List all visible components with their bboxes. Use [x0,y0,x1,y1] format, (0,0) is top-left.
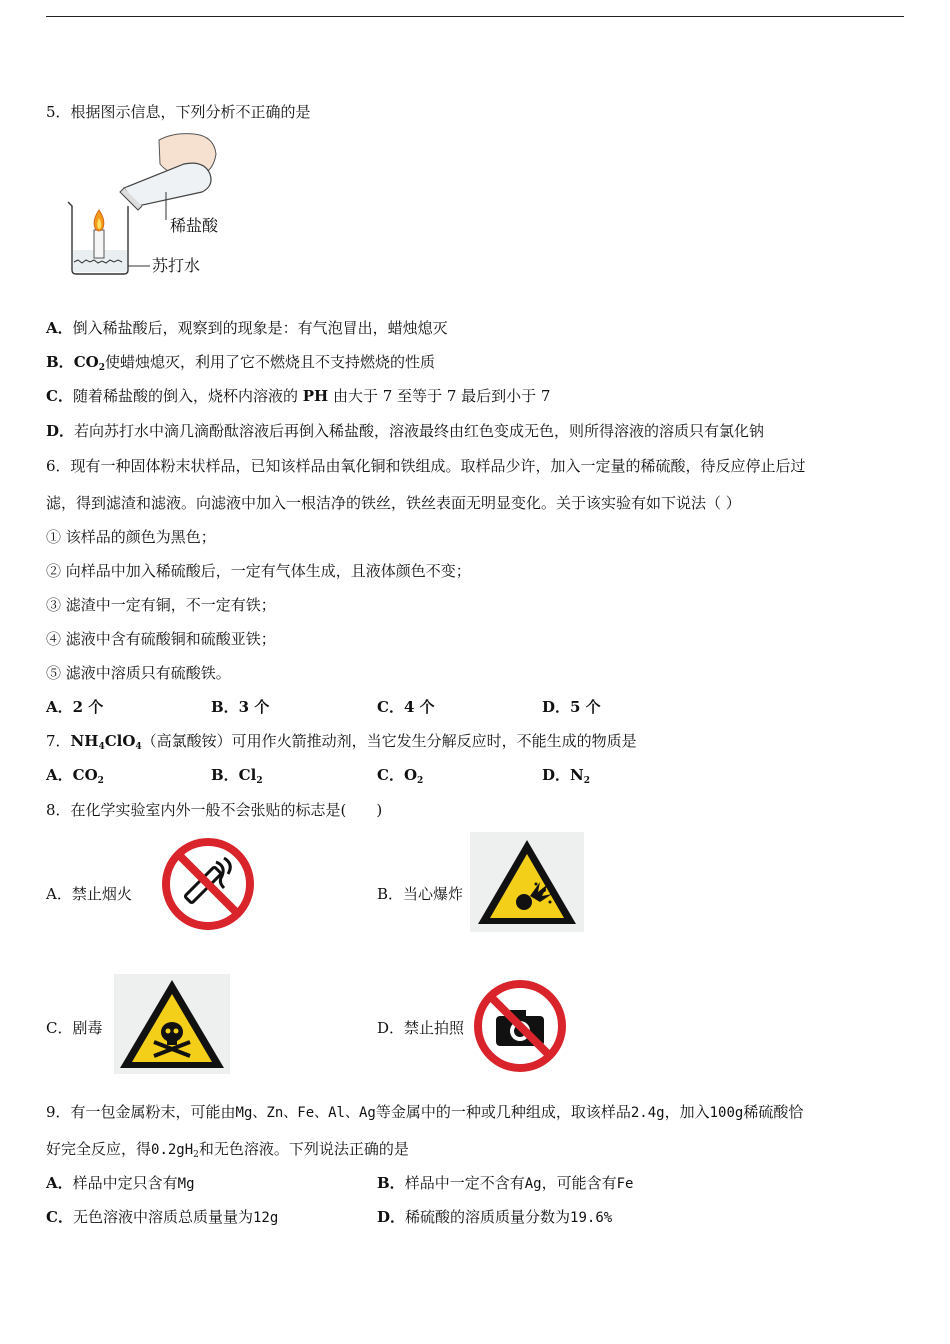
no-photo-sign-icon [472,978,568,1074]
label-soda: 苏打水 [152,256,201,275]
q5-option-c: C．随着稀盐酸的倒入，烧杯内溶液的 PH 由大于 7 至等于 7 最后到小于 7 [46,387,551,405]
header-rule [46,16,904,17]
q6-statement-5: ⑤ 滤液中溶质只有硫酸铁。 [46,664,231,682]
q7-option-d: D．$N_2$ [542,766,590,786]
q6-option-b: B．3 个 [211,698,270,716]
q6-stem-line1: 6．现有一种固体粉末状样品，已知该样品由氧化铜和铁组成。取样品少许，加入一定量的稀硫酸，待反应停止后过 [46,457,806,475]
toxic-warning-sign-icon [114,974,230,1074]
q8-option-c: C．剧毒 [46,1019,103,1037]
q6-option-d: D．5 个 [542,698,601,716]
q9-stem-line2: 好完全反应，得$0.2gH_2$和无色溶液。下列说法正确的是 [46,1140,409,1160]
q7-option-a: A．$CO_2$ [46,766,104,786]
candle-icon [94,230,104,258]
q6-statement-3: ③ 滤渣中一定有铜，不一定有铁； [46,596,276,614]
q9-option-c: C．无色溶液中溶质总质量量为12g [46,1208,279,1226]
q5-option-b: B．$CO_2$使蜡烛熄灭，利用了它不燃烧且不支持燃烧的性质 [46,353,435,373]
q6-option-a: A．2 个 [46,698,104,716]
q8-stem: 8．在化学实验室内外一般不会张贴的标志是( ) [46,801,383,819]
q5-option-a: A．倒入稀盐酸后，观察到的现象是：有气泡冒出，蜡烛熄灭 [46,319,448,337]
q9-option-d: D．稀硫酸的溶质质量分数为19.6% [377,1208,613,1226]
q9-stem-line1: 9．有一包金属粉末，可能由Mg、Zn、Fe、Al、Ag等金属中的一种或几种组成，取该样品2.4g，加入100g稀硫酸恰 [46,1103,804,1121]
q8-option-b: B．当心爆炸 [377,885,464,903]
no-fire-sign-icon [160,836,256,932]
q6-stem-line2: 滤，得到滤渣和滤液。向滤液中加入一根洁净的铁丝，铁丝表面无明显变化。关于该实验有如下说法（ ） [46,494,741,512]
q8-option-d: D．禁止拍照 [377,1019,465,1037]
q8-option-a: A．禁止烟火 [46,885,132,903]
q7-option-b: B．$Cl_2$ [211,766,263,786]
label-acid: 稀盐酸 [170,216,219,235]
q6-statement-2: ② 向样品中加入稀硫酸后，一定有气体生成，且液体颜色不变； [46,562,471,580]
q7-option-c: C．$O_2$ [377,766,424,786]
q6-statement-1: ① 该样品的颜色为黑色； [46,528,216,546]
q7-stem: 7．$NH_4ClO_4$（高氯酸铵）可用作火箭推动剂，当它发生分解反应时，不能生成的物质是 [46,732,637,752]
explosion-warning-sign-icon [470,832,584,932]
q9-option-b: B．样品中一定不含有Ag，可能含有Fe [377,1174,634,1192]
q9-option-a: A．样品中定只含有Mg [46,1174,195,1192]
q5-stem: 5．根据图示信息，下列分析不正确的是 [46,103,311,121]
q6-statement-4: ④ 滤液中含有硫酸铜和硫酸亚铁； [46,630,276,648]
q5-option-d: D．若向苏打水中滴几滴酚酞溶液后再倒入稀盐酸，溶液最终由红色变成无色，则所得溶液的溶质只有氯化钠 [46,422,765,440]
q6-option-c: C．4 个 [377,698,435,716]
